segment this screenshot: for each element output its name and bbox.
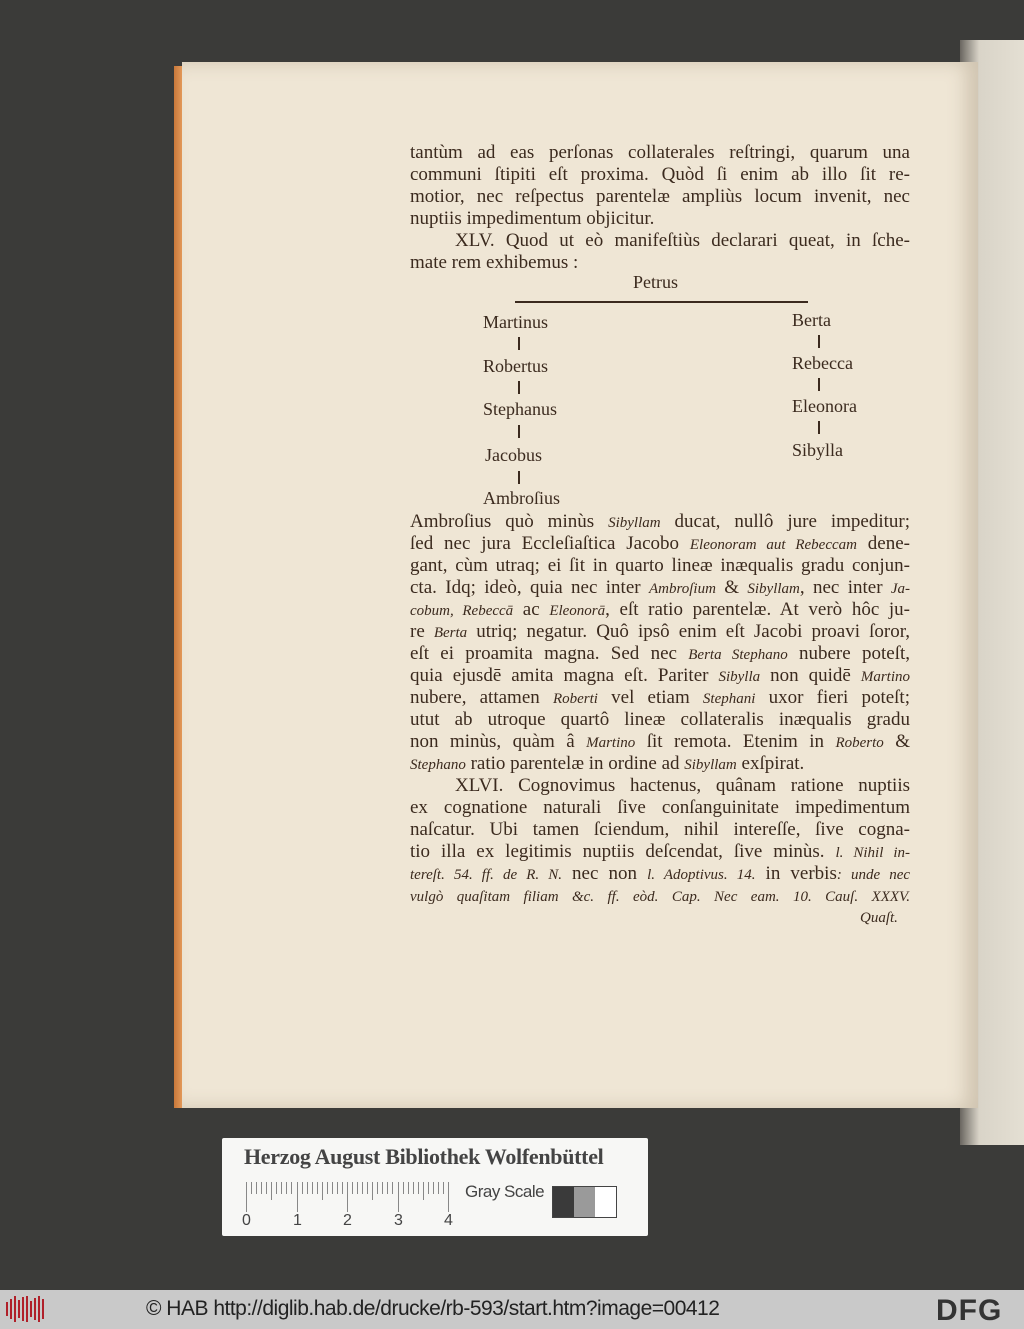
footer-bar (0, 1290, 1024, 1329)
text-segment: nuptiis impedimentum objicitur. (410, 208, 655, 229)
text-line (410, 819, 910, 841)
text-segment: cta. Idq; ideò, quia nec inter (410, 577, 649, 598)
text-segment: exſpirat. (736, 753, 805, 774)
ruler-tick (337, 1182, 338, 1194)
text-line (410, 186, 910, 208)
text-segment: ducat, nullô jure impeditur; (660, 511, 911, 532)
text-segment: ſit remota. Etenim in (635, 731, 836, 752)
ruler-tick (312, 1182, 313, 1194)
italic-text: tereſt. 54. ff. de R. N. (410, 867, 562, 883)
text-segment: communi ſtipiti eſt proxima. Quòd ſi enim ab illo ſit re- (410, 164, 910, 185)
italic-text: Martino (586, 735, 636, 751)
italic-text: Roberti (552, 691, 598, 707)
text-segment: tantùm ad eas perſonas collaterales reſtringi, quarum una (410, 142, 910, 163)
ruler-tick (382, 1182, 383, 1194)
schema-right-2: Eleonora (792, 396, 857, 416)
ruler-tick (271, 1182, 272, 1200)
ruler-number: 2 (343, 1212, 352, 1229)
italic-text: Stephano (410, 757, 466, 773)
ruler-tick (423, 1182, 424, 1200)
ruler-tick (246, 1182, 247, 1212)
italic-text: Berta (433, 625, 468, 641)
text-segment: ſed nec jura Eccleſiaſtica Jacobo (410, 533, 690, 554)
schema-connector (518, 337, 520, 350)
text-segment: XLV. Quod ut eò manifeſtiùs declarari queat, in ſche- (455, 230, 910, 251)
schema-right-1: Rebecca (792, 353, 853, 373)
ruler-number: 4 (444, 1212, 453, 1229)
logo-bar (22, 1297, 24, 1321)
text-line (410, 665, 910, 688)
ruler-tick (413, 1182, 414, 1194)
text-segment: nubere poteſt, (787, 643, 910, 664)
ruler-tick (327, 1182, 328, 1194)
text-segment: uxor fieri poteſt; (755, 687, 910, 708)
schema-connector (518, 471, 520, 484)
italic-text: Sibyllam (608, 515, 661, 531)
logo-bar (38, 1296, 40, 1322)
italic-text: vulgò quaſitam filiam &c. ff. eòd. Cap. Nec eam. 10. Cauſ. XXXV. (410, 889, 910, 905)
text-segment: vel etiam (597, 687, 703, 708)
text-segment: ex cognatione naturali ſive conſanguinitate impedimentum (410, 797, 910, 818)
schema-root: Petrus (633, 272, 678, 292)
ruler-tick (428, 1182, 429, 1194)
gray-swatch (574, 1187, 595, 1217)
text-line (410, 599, 910, 622)
text-line (410, 577, 910, 600)
ruler-number: 3 (394, 1212, 403, 1229)
italic-text: Ja- (890, 581, 911, 597)
text-line (410, 142, 910, 164)
italic-text: Stephani (702, 691, 756, 707)
logo-bar (30, 1301, 32, 1317)
text-segment: utut ab utroque quartô lineæ collateralis inæqualis gradu (410, 709, 910, 730)
text-segment: ratio parentelæ in ordine ad (465, 753, 685, 774)
text-line (410, 841, 910, 864)
text-line (410, 709, 910, 731)
text-segment: Ambroſius quò minùs (410, 511, 609, 532)
schema-connector (518, 425, 520, 438)
text-segment: non minùs, quàm â (410, 731, 587, 752)
text-line (410, 753, 910, 776)
ruler-tick (317, 1182, 318, 1194)
library-title: Herzog August Bibliothek Wolfenbüttel (244, 1144, 604, 1169)
text-segment: non quidē (760, 665, 861, 686)
gray-swatch (553, 1187, 574, 1217)
ruler-tick (352, 1182, 353, 1194)
gray-scale-swatch (552, 1186, 617, 1218)
gray-scale-label: Gray Scale (465, 1182, 545, 1201)
schema-right-0: Berta (792, 310, 831, 330)
ruler-tick (387, 1182, 388, 1194)
ruler-tick (377, 1182, 378, 1194)
text-segment: ac (513, 599, 550, 620)
schema-connector (818, 378, 820, 391)
schema-connector (518, 381, 520, 394)
dfg-logo: DFG (936, 1294, 1003, 1327)
text-segment: & (715, 577, 748, 598)
text-line (410, 252, 910, 274)
italic-text: Sibyllam (684, 757, 737, 773)
ruler-tick (276, 1182, 277, 1194)
text-segment: eſt ei proamita magna. Sed nec (410, 643, 689, 664)
ruler-tick (281, 1182, 282, 1194)
italic-text: : unde nec (836, 867, 911, 883)
schema-connector (818, 421, 820, 434)
ruler-tick (443, 1182, 444, 1194)
text-line (455, 775, 910, 797)
text-segment: nec non (561, 863, 648, 884)
ruler-tick (332, 1182, 333, 1194)
schema-right-3: Sibylla (792, 440, 844, 460)
text-line (410, 643, 910, 666)
text-segment: , eſt ratio parentelæ. At verò hôc ju- (605, 599, 910, 620)
text-segment: mate rem exhibemus : (410, 252, 579, 273)
italic-text: Sibyllam (747, 581, 800, 597)
hab-logo-icon (6, 1296, 46, 1322)
italic-text: Eleonoram aut Rebeccam (689, 537, 857, 553)
text-line (410, 797, 910, 819)
text-line (455, 230, 910, 252)
logo-bar (42, 1299, 44, 1319)
ruler-tick (357, 1182, 358, 1194)
text-line (410, 533, 910, 556)
ruler-tick (342, 1182, 343, 1194)
logo-bar (26, 1296, 28, 1322)
ruler-tick (261, 1182, 262, 1194)
text-line (410, 511, 910, 534)
ruler-tick (372, 1182, 373, 1200)
text-line (410, 164, 910, 186)
schema-left-3: Jacobus (485, 445, 542, 465)
library-label (222, 1138, 648, 1236)
logo-bar (6, 1302, 8, 1316)
text-line (410, 555, 910, 577)
ruler-tick (307, 1182, 308, 1194)
schema-left-4: Ambroſius (483, 488, 561, 508)
ruler-number: 0 (242, 1212, 251, 1229)
ruler-tick (251, 1182, 252, 1194)
text-segment: & (883, 731, 910, 752)
text-segment: dene- (856, 533, 910, 554)
ruler-tick (322, 1182, 323, 1200)
italic-text: Sibylla (718, 669, 761, 685)
catchword: Quaſt. (860, 910, 898, 926)
text-line (410, 885, 910, 908)
ruler-tick (297, 1182, 298, 1212)
ruler-tick (266, 1182, 267, 1194)
schema-left-2: Stephanus (483, 399, 557, 419)
ruler-tick (448, 1182, 449, 1212)
text-segment: in verbis (755, 863, 837, 884)
text-segment: re (410, 621, 434, 642)
ruler-tick (367, 1182, 368, 1194)
ruler-number: 1 (293, 1212, 302, 1229)
text-segment: quia ejusdē amita magna eſt. Pariter (410, 665, 719, 686)
ruler-tick (408, 1182, 409, 1194)
italic-text: Eleonorā (549, 603, 606, 619)
ruler-tick (286, 1182, 287, 1194)
text-segment: , nec inter (799, 577, 891, 598)
italic-text: Martino (860, 669, 910, 685)
logo-bar (34, 1298, 36, 1320)
ruler-tick (403, 1182, 404, 1194)
schema-left-1: Robertus (483, 356, 548, 376)
italic-text: Berta Stephano (688, 647, 788, 663)
logo-bar (14, 1296, 16, 1322)
ruler (246, 1182, 454, 1212)
text-line (410, 208, 910, 230)
logo-bar (18, 1300, 20, 1318)
text-segment: nubere, attamen (410, 687, 553, 708)
text-line (410, 687, 910, 710)
ruler-tick (398, 1182, 399, 1212)
text-segment: naſcatur. Ubi tamen ſciendum, nihil intereſſe, ſive cogna- (410, 819, 910, 840)
text-segment: tio illa ex legitimis nuptiis deſcendat, ſive minùs. (410, 841, 836, 862)
gray-swatch (595, 1187, 616, 1217)
text-segment: XLVI. Cognovimus hactenus, quânam ratione nuptiis (455, 775, 910, 796)
italic-text: l. Adoptivus. 14. (647, 867, 756, 883)
logo-bar (10, 1299, 12, 1319)
italic-text: Roberto (835, 735, 884, 751)
text-segment: utriq; negatur. Quô ipsô enim eſt Jacobi proavi ſoror, (467, 621, 911, 642)
ruler-tick (347, 1182, 348, 1212)
ruler-tick (392, 1182, 393, 1194)
italic-text: Ambroſium (648, 581, 716, 597)
text-line (410, 863, 910, 886)
ruler-tick (433, 1182, 434, 1194)
text-segment: motior, nec reſpectus parentelæ ampliùs locum invenit, nec (410, 186, 910, 207)
schema-left-0: Martinus (483, 312, 548, 332)
text-line (410, 731, 910, 754)
ruler-tick (302, 1182, 303, 1194)
text-line (410, 621, 910, 644)
ruler-tick (362, 1182, 363, 1194)
copyright-link[interactable]: © HAB http://diglib.hab.de/drucke/rb-593/start.htm?image=00412 (146, 1297, 720, 1320)
text-segment: gant, cùm utraq; ei ſit in quarto lineæ inæqualis gradu conjun- (410, 555, 910, 576)
schema-branch-line (515, 301, 808, 303)
ruler-tick (256, 1182, 257, 1194)
italic-text: l. Nihil in- (835, 845, 910, 861)
ruler-tick (438, 1182, 439, 1194)
ruler-tick (291, 1182, 292, 1194)
italic-text: cobum, Rebeccā (410, 603, 514, 619)
ruler-tick (418, 1182, 419, 1194)
schema-connector (818, 335, 820, 348)
